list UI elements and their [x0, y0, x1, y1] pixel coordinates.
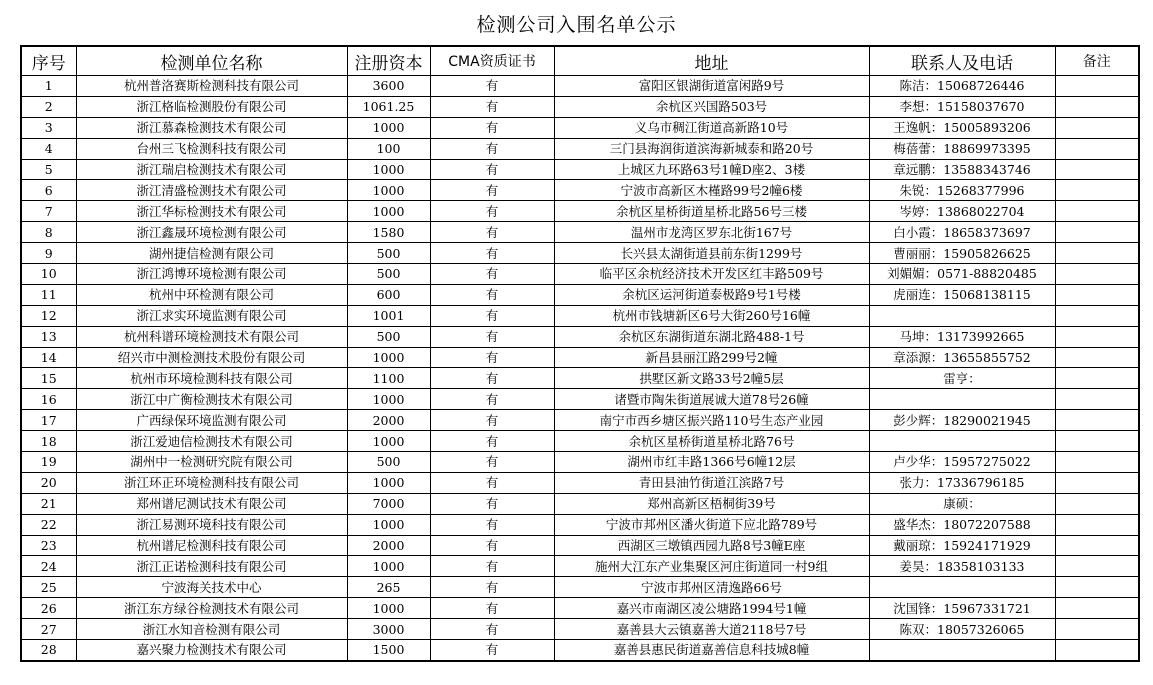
cell-capital: 2000 [347, 410, 430, 431]
cell-no: 16 [21, 389, 76, 410]
table-row [21, 138, 1139, 159]
cell-contact: 朱锐：15268377996 [869, 180, 1055, 201]
table-row [21, 472, 1139, 493]
cell-name: 浙江慕森检测技术有限公司 [76, 117, 347, 138]
cell-cma: 有 [430, 598, 554, 619]
cell-cma: 有 [430, 305, 554, 326]
cell-contact: 雷亨： [869, 368, 1055, 389]
cell-cma: 有 [430, 410, 554, 431]
cell-address: 施州大江东产业集聚区河庄街道同一村9组 [554, 556, 869, 577]
cell-contact [869, 640, 1055, 661]
cell-cma: 有 [430, 368, 554, 389]
cell-no: 28 [21, 640, 76, 661]
cell-no: 25 [21, 577, 76, 598]
cell-no: 11 [21, 284, 76, 305]
cell-remark [1055, 117, 1139, 138]
cell-address: 余杭区星桥街道星桥北路56号三楼 [554, 201, 869, 222]
cell-capital: 265 [347, 577, 430, 598]
table-row [21, 452, 1139, 473]
cell-no: 27 [21, 619, 76, 640]
cell-contact: 陈洁：15068726446 [869, 76, 1055, 97]
cell-no: 8 [21, 222, 76, 243]
cell-contact [869, 431, 1055, 452]
cell-contact: 张力：17336796185 [869, 472, 1055, 493]
header-capital: 注册资本 [347, 46, 430, 76]
cell-cma: 有 [430, 472, 554, 493]
cell-contact: 章远鹏：13588343746 [869, 159, 1055, 180]
table-row [21, 514, 1139, 535]
cell-address: 郑州高新区梧桐街39号 [554, 493, 869, 514]
table-row [21, 117, 1139, 138]
cell-cma: 有 [430, 76, 554, 97]
cell-name: 湖州捷信检测有限公司 [76, 243, 347, 264]
cell-name: 杭州普洛赛斯检测科技有限公司 [76, 76, 347, 97]
cell-name: 浙江爱迪信检测技术有限公司 [76, 431, 347, 452]
cell-no: 7 [21, 201, 76, 222]
cell-name: 郑州谱尼测试技术有限公司 [76, 493, 347, 514]
cell-remark [1055, 640, 1139, 661]
cell-name: 浙江鸿博环境检测有限公司 [76, 264, 347, 285]
cell-contact: 梅蓓蕾：18869973395 [869, 138, 1055, 159]
cell-name: 浙江环正环境检测科技有限公司 [76, 472, 347, 493]
cell-remark [1055, 201, 1139, 222]
cell-name: 浙江中广衡检测技术有限公司 [76, 389, 347, 410]
cell-no: 23 [21, 535, 76, 556]
cell-remark [1055, 535, 1139, 556]
cell-cma: 有 [430, 514, 554, 535]
cell-capital: 1001 [347, 305, 430, 326]
cell-name: 浙江易测环境科技有限公司 [76, 514, 347, 535]
company-table [20, 45, 1140, 662]
cell-address: 余杭区星桥街道星桥北路76号 [554, 431, 869, 452]
cell-address: 富阳区银湖街道富闲路9号 [554, 76, 869, 97]
cell-contact: 马坤：13173992665 [869, 326, 1055, 347]
table-row [21, 619, 1139, 640]
cell-cma: 有 [430, 117, 554, 138]
table-row [21, 556, 1139, 577]
cell-contact: 沈国锋：15967331721 [869, 598, 1055, 619]
cell-remark [1055, 326, 1139, 347]
cell-capital: 1061.25 [347, 96, 430, 117]
cell-no: 5 [21, 159, 76, 180]
cell-remark [1055, 452, 1139, 473]
cell-name: 杭州科谱环境检测技术有限公司 [76, 326, 347, 347]
cell-no: 10 [21, 264, 76, 285]
cell-remark [1055, 284, 1139, 305]
cell-no: 24 [21, 556, 76, 577]
cell-capital: 100 [347, 138, 430, 159]
cell-cma: 有 [430, 577, 554, 598]
table-row [21, 305, 1139, 326]
table-row [21, 222, 1139, 243]
cell-cma: 有 [430, 493, 554, 514]
cell-address: 杭州市钱塘新区6号大街260号16幢 [554, 305, 869, 326]
cell-cma: 有 [430, 264, 554, 285]
cell-name: 台州三飞检测科技有限公司 [76, 138, 347, 159]
cell-contact: 李想：15158037670 [869, 96, 1055, 117]
cell-address: 温州市龙湾区罗东北街167号 [554, 222, 869, 243]
table-row [21, 493, 1139, 514]
cell-capital: 3600 [347, 76, 430, 97]
table-row [21, 389, 1139, 410]
cell-capital: 500 [347, 452, 430, 473]
cell-contact [869, 305, 1055, 326]
table-row [21, 76, 1139, 97]
cell-address: 湖州市红丰路1366号6幢12层 [554, 452, 869, 473]
cell-capital: 1580 [347, 222, 430, 243]
cell-name: 浙江水知音检测有限公司 [76, 619, 347, 640]
cell-name: 浙江清盛检测技术有限公司 [76, 180, 347, 201]
cell-address: 西湖区三墩镇西园九路8号3幢E座 [554, 535, 869, 556]
table-row [21, 347, 1139, 368]
cell-name: 浙江华标检测技术有限公司 [76, 201, 347, 222]
cell-name: 浙江格临检测股份有限公司 [76, 96, 347, 117]
cell-cma: 有 [430, 431, 554, 452]
header-remark: 备注 [1055, 46, 1139, 76]
cell-contact: 陈双：18057326065 [869, 619, 1055, 640]
cell-remark [1055, 180, 1139, 201]
cell-capital: 1000 [347, 347, 430, 368]
cell-no: 22 [21, 514, 76, 535]
cell-contact: 康硕： [869, 493, 1055, 514]
cell-no: 26 [21, 598, 76, 619]
cell-remark [1055, 598, 1139, 619]
cell-remark [1055, 138, 1139, 159]
table-row [21, 284, 1139, 305]
cell-cma: 有 [430, 556, 554, 577]
cell-capital: 1000 [347, 514, 430, 535]
cell-contact: 曹丽丽：15905826625 [869, 243, 1055, 264]
table-row [21, 640, 1139, 661]
cell-name: 浙江正诺检测科技有限公司 [76, 556, 347, 577]
cell-no: 17 [21, 410, 76, 431]
cell-no: 21 [21, 493, 76, 514]
cell-capital: 1000 [347, 180, 430, 201]
table-row [21, 431, 1139, 452]
cell-address: 嘉善县惠民街道嘉善信息科技城8幢 [554, 640, 869, 661]
header-no: 序号 [21, 46, 76, 76]
cell-no: 15 [21, 368, 76, 389]
cell-contact: 岑婷：13868022704 [869, 201, 1055, 222]
cell-cma: 有 [430, 619, 554, 640]
cell-cma: 有 [430, 96, 554, 117]
cell-address: 上城区九环路63号1幢D座2、3楼 [554, 159, 869, 180]
cell-remark [1055, 389, 1139, 410]
cell-no: 14 [21, 347, 76, 368]
cell-capital: 1100 [347, 368, 430, 389]
cell-contact: 姜昊：18358103133 [869, 556, 1055, 577]
cell-no: 19 [21, 452, 76, 473]
cell-contact: 白小霞：18658373697 [869, 222, 1055, 243]
cell-capital: 1000 [347, 201, 430, 222]
cell-address: 嘉兴市南湖区凌公塘路1994号1幢 [554, 598, 869, 619]
cell-remark [1055, 264, 1139, 285]
cell-no: 3 [21, 117, 76, 138]
header-contact: 联系人及电话 [869, 46, 1055, 76]
cell-cma: 有 [430, 180, 554, 201]
cell-cma: 有 [430, 284, 554, 305]
cell-remark [1055, 556, 1139, 577]
cell-capital: 1000 [347, 159, 430, 180]
cell-address: 嘉善县大云镇嘉善大道2118号7号 [554, 619, 869, 640]
cell-remark [1055, 96, 1139, 117]
cell-no: 4 [21, 138, 76, 159]
cell-address: 青田县油竹街道江滨路7号 [554, 472, 869, 493]
cell-capital: 600 [347, 284, 430, 305]
cell-remark [1055, 472, 1139, 493]
cell-cma: 有 [430, 347, 554, 368]
cell-remark [1055, 619, 1139, 640]
cell-address: 长兴县太湖街道县前东街1299号 [554, 243, 869, 264]
cell-remark [1055, 222, 1139, 243]
cell-remark [1055, 243, 1139, 264]
cell-remark [1055, 577, 1139, 598]
cell-contact: 卢少华：15957275022 [869, 452, 1055, 473]
header-cma: CMA资质证书 [430, 46, 554, 76]
cell-name: 杭州中环检测有限公司 [76, 284, 347, 305]
cell-contact [869, 389, 1055, 410]
table-body [21, 76, 1139, 661]
cell-capital: 1000 [347, 472, 430, 493]
cell-cma: 有 [430, 535, 554, 556]
cell-address: 三门县海润街道滨海新城泰和路20号 [554, 138, 869, 159]
table-row [21, 180, 1139, 201]
cell-address: 新昌县丽江路299号2幢 [554, 347, 869, 368]
cell-remark [1055, 368, 1139, 389]
cell-name: 杭州谱尼检测科技有限公司 [76, 535, 347, 556]
cell-remark [1055, 159, 1139, 180]
cell-no: 18 [21, 431, 76, 452]
table-row [21, 410, 1139, 431]
cell-address: 诸暨市陶朱街道展诚大道78号26幢 [554, 389, 869, 410]
cell-contact: 彭少辉：18290021945 [869, 410, 1055, 431]
cell-address: 南宁市西乡塘区振兴路110号生态产业园 [554, 410, 869, 431]
cell-remark [1055, 347, 1139, 368]
cell-cma: 有 [430, 389, 554, 410]
page-title: 检测公司入围名单公示 [476, 14, 677, 36]
cell-capital: 500 [347, 243, 430, 264]
cell-remark [1055, 305, 1139, 326]
cell-cma: 有 [430, 452, 554, 473]
cell-remark [1055, 431, 1139, 452]
header-row [21, 46, 1139, 76]
table-row [21, 598, 1139, 619]
cell-address: 宁波市高新区木槿路99号2幢6楼 [554, 180, 869, 201]
table-row [21, 96, 1139, 117]
cell-capital: 500 [347, 264, 430, 285]
cell-no: 6 [21, 180, 76, 201]
cell-contact: 章添源：13655855752 [869, 347, 1055, 368]
table-row [21, 159, 1139, 180]
cell-contact: 戴丽琼：15924171929 [869, 535, 1055, 556]
table-row [21, 368, 1139, 389]
table-row [21, 201, 1139, 222]
cell-remark [1055, 493, 1139, 514]
cell-contact: 虎丽连：15068138115 [869, 284, 1055, 305]
cell-cma: 有 [430, 159, 554, 180]
cell-name: 浙江鑫晟环境检测有限公司 [76, 222, 347, 243]
cell-no: 12 [21, 305, 76, 326]
cell-contact: 盛华杰：18072207588 [869, 514, 1055, 535]
table-row [21, 264, 1139, 285]
cell-capital: 1500 [347, 640, 430, 661]
cell-no: 9 [21, 243, 76, 264]
cell-name: 广西绿保环境监测有限公司 [76, 410, 347, 431]
cell-address: 义乌市稠江街道高新路10号 [554, 117, 869, 138]
cell-cma: 有 [430, 326, 554, 347]
header-name: 检测单位名称 [76, 46, 347, 76]
table-row [21, 326, 1139, 347]
table-row [21, 577, 1139, 598]
cell-contact [869, 577, 1055, 598]
cell-contact: 王逸帆：15005893206 [869, 117, 1055, 138]
cell-capital: 7000 [347, 493, 430, 514]
cell-capital: 500 [347, 326, 430, 347]
cell-capital: 3000 [347, 619, 430, 640]
cell-address: 宁波市邦州区清逸路66号 [554, 577, 869, 598]
cell-no: 1 [21, 76, 76, 97]
header-address: 地址 [554, 46, 869, 76]
table-row [21, 535, 1139, 556]
cell-remark [1055, 76, 1139, 97]
cell-name: 浙江求实环境监测有限公司 [76, 305, 347, 326]
cell-cma: 有 [430, 138, 554, 159]
cell-cma: 有 [430, 222, 554, 243]
cell-address: 余杭区兴国路503号 [554, 96, 869, 117]
cell-contact: 刘媚媚：0571-88820485 [869, 264, 1055, 285]
cell-no: 13 [21, 326, 76, 347]
cell-name: 湖州中一检测研究院有限公司 [76, 452, 347, 473]
cell-address: 拱墅区新文路33号2幢5层 [554, 368, 869, 389]
cell-name: 浙江东方绿谷检测技术有限公司 [76, 598, 347, 619]
cell-no: 20 [21, 472, 76, 493]
cell-capital: 1000 [347, 556, 430, 577]
cell-name: 宁波海关技术中心 [76, 577, 347, 598]
cell-name: 浙江瑞启检测技术有限公司 [76, 159, 347, 180]
cell-name: 绍兴市中测检测技术股份有限公司 [76, 347, 347, 368]
cell-remark [1055, 410, 1139, 431]
cell-cma: 有 [430, 640, 554, 661]
cell-no: 2 [21, 96, 76, 117]
cell-capital: 1000 [347, 389, 430, 410]
cell-address: 余杭区东湖街道东湖北路488-1号 [554, 326, 869, 347]
cell-capital: 1000 [347, 598, 430, 619]
cell-remark [1055, 514, 1139, 535]
cell-address: 余杭区运河街道泰极路9号1号楼 [554, 284, 869, 305]
cell-capital: 1000 [347, 117, 430, 138]
cell-capital: 2000 [347, 535, 430, 556]
cell-address: 临平区余杭经济技术开发区红丰路509号 [554, 264, 869, 285]
cell-name: 嘉兴聚力检测技术有限公司 [76, 640, 347, 661]
cell-name: 杭州市环境检测科技有限公司 [76, 368, 347, 389]
cell-cma: 有 [430, 243, 554, 264]
table-row [21, 243, 1139, 264]
cell-address: 宁波市邦州区潘火街道下应北路789号 [554, 514, 869, 535]
cell-cma: 有 [430, 201, 554, 222]
cell-capital: 1000 [347, 431, 430, 452]
